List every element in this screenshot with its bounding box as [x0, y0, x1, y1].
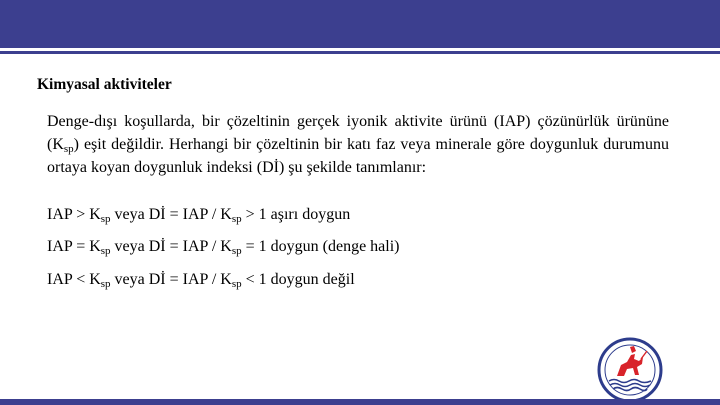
eq2-part2: veya Dİ = IAP / K [110, 238, 232, 255]
eq2-sub2: sp [231, 245, 242, 257]
eq2-sub1: sp [100, 245, 111, 257]
equation-saturated [47, 238, 400, 256]
header-stripe [0, 48, 720, 57]
slide-heading: Kimyasal aktiviteler [37, 76, 172, 93]
eq1-part3: > 1 aşırı doygun [241, 206, 351, 223]
eq3-sub1: sp [100, 278, 111, 290]
equation-undersaturated [47, 271, 355, 289]
eq1-part1: IAP > K [47, 206, 101, 223]
eq3-part3: < 1 doygun değil [241, 271, 355, 288]
eq2-part1: IAP = K [47, 238, 101, 255]
body-paragraph [47, 110, 669, 179]
eq1-sub2: sp [231, 213, 242, 225]
university-horseman-logo-icon [597, 337, 663, 403]
paragraph-subscript: sp [63, 143, 74, 155]
paragraph-text-start: Denge-dışı koşullarda, bir çözeltinin gerçek iyonik aktivite ürünü (IAP) çözünürlük ürününe (K [47, 113, 669, 153]
eq3-part2: veya Dİ = IAP / K [110, 271, 232, 288]
eq1-sub1: sp [100, 213, 111, 225]
bottom-footer-bar [0, 399, 720, 405]
paragraph-text-end: ) eşit değildir. Herhangi bir çözeltinin bir katı faz veya minerale göre doygunluk durumunu ortaya koyan doygunluk indeksi (Dİ) şu şekilde tanımlanır: [47, 136, 669, 176]
eq3-sub2: sp [231, 278, 242, 290]
equation-supersaturated [47, 206, 350, 224]
top-header-bar [0, 0, 720, 57]
eq2-part3: = 1 doygun (denge hali) [241, 238, 400, 255]
eq1-part2: veya Dİ = IAP / K [110, 206, 232, 223]
eq3-part1: IAP < K [47, 271, 101, 288]
